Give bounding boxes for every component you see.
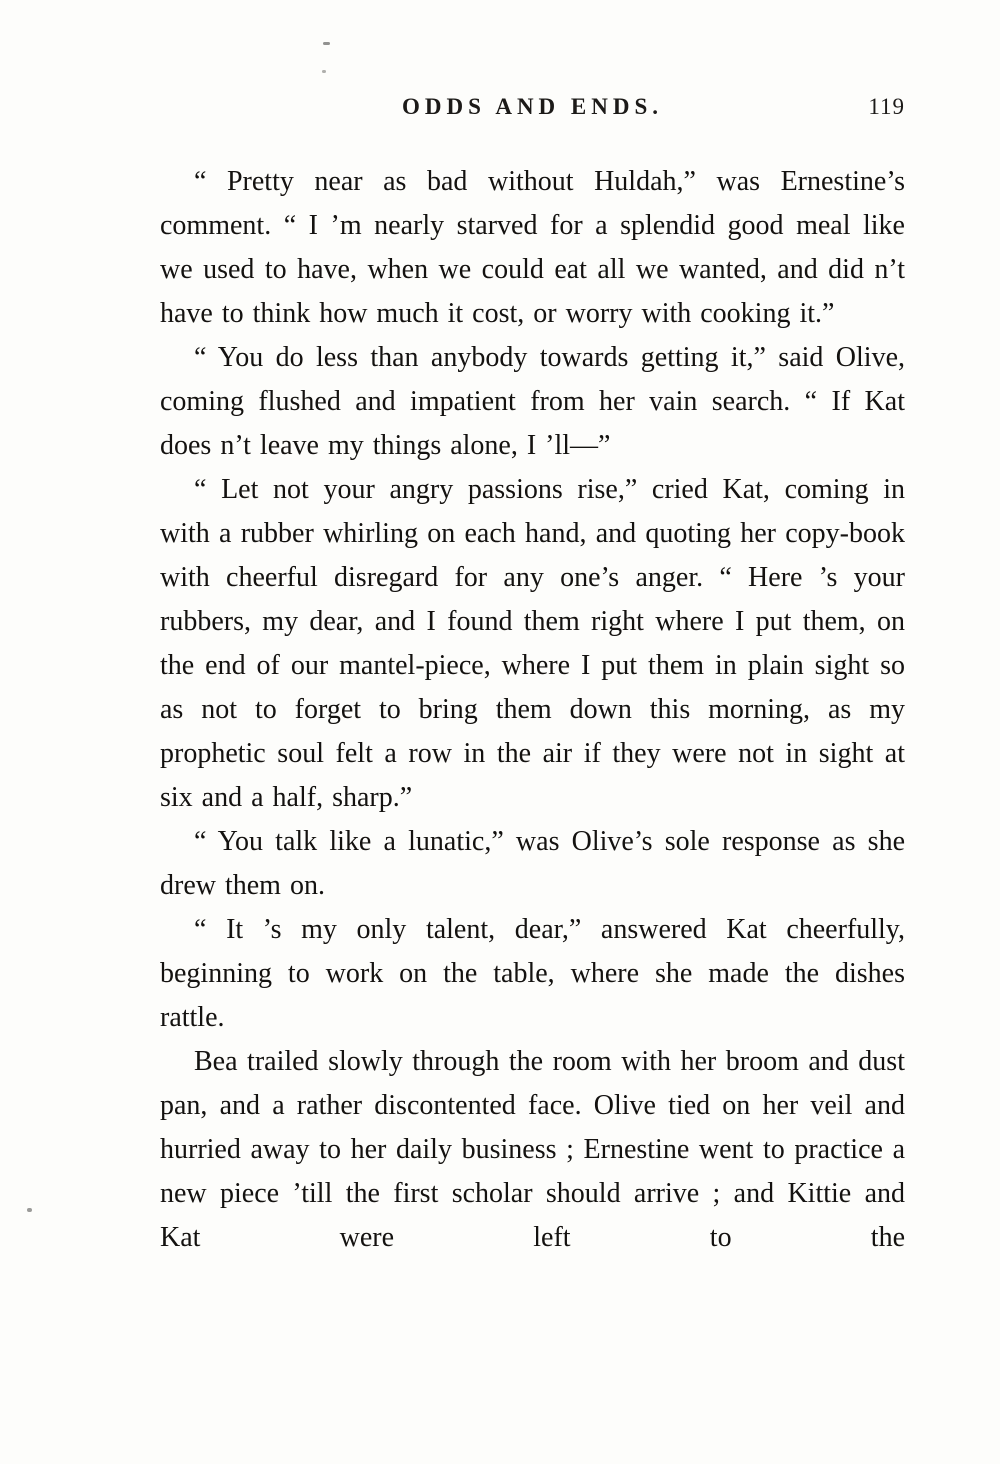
- paragraph: “ Let not your angry passions rise,” cried Kat, coming in with a rubber whirling on each hand, and quoting her copy-book with cheerful disregard for any one’s anger. “ Here ’s your rubbers, my dear, and I found them right where I put them, on the end of our mantel-piece, where I put them in plain sight so as not to forget to bring them down this morning, as my prophetic soul felt a row in the air if they were not in sight at six and a half, sharp.”: [160, 474, 905, 813]
- paragraph: “ Pretty near as bad without Huldah,” was Ernestine’s comment. “ I ’m nearly starved for a splendid good meal like we used to have, when we could eat all we wanted, and did n’t have to think how much it cost, or worry with cooking it.”: [160, 166, 905, 329]
- text-column: [160, 0, 905, 1260]
- paragraph: “ You do less than anybody towards getting it,” said Olive, coming flushed and impatient from her vain search. “ If Kat does n’t leave my things alone, I ’ll—”: [160, 342, 905, 461]
- page-body: [160, 160, 905, 1260]
- running-header: [160, 0, 905, 128]
- scan-artifact: [27, 1208, 32, 1212]
- paragraph: Bea trailed slowly through the room with her broom and dust pan, and a rather discontented face. Olive tied on her veil and hurried away to her daily business ; Ernestine went to practice a new piece ’till the first scholar should arrive ; and Kittie and Kat were left to the: [160, 1046, 905, 1253]
- page-number: 119: [868, 94, 905, 119]
- running-header-title: ODDS AND ENDS.: [401, 94, 664, 119]
- paragraph: “ It ’s my only talent, dear,” answered Kat cheerfully, beginning to work on the table, where she made the dishes rattle.: [160, 914, 905, 1033]
- paragraph: “ You talk like a lunatic,” was Olive’s sole response as she drew them on.: [160, 826, 905, 901]
